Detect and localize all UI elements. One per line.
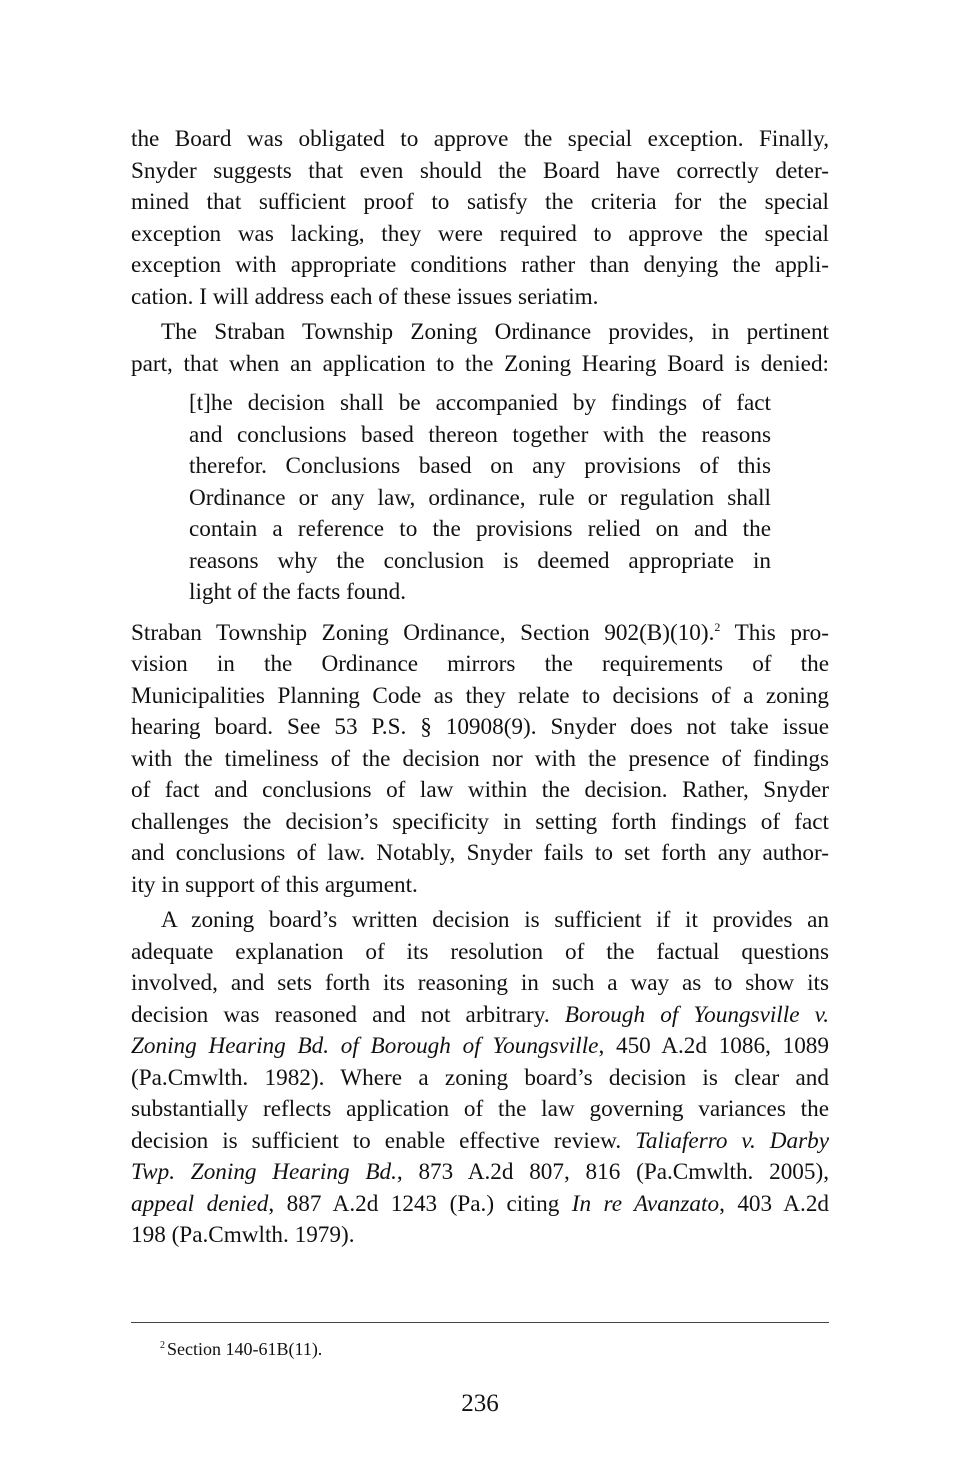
- text-line: [131, 1157, 829, 1189]
- text-line: vision in the Ordinance mirrors the requirements of the: [131, 651, 829, 677]
- case-name: Taliaferro v. Darby: [635, 1127, 829, 1154]
- text-line: part, that when an application to the Zoning Hearing Board is denied:: [131, 350, 829, 377]
- quote-line: and conclusions based thereon together with the reasons: [189, 421, 771, 448]
- text-line: challenges the decision’s specificity in setting forth findings of fact: [131, 808, 829, 835]
- text-line: [131, 1031, 829, 1063]
- text-line: the Board was obligated to approve the special exception. Finally,: [131, 126, 829, 152]
- block-quote: [189, 388, 771, 609]
- text-line: The Straban Township Zoning Ordinance provides, in pertinent: [161, 319, 829, 345]
- quote-line: light of the facts found.: [189, 579, 407, 605]
- quote-line: Ordinance or any law, ordinance, rule or regulation shall: [189, 484, 771, 511]
- text-line: [131, 1000, 829, 1032]
- text-fragment: , 403 A.2d: [719, 1190, 830, 1217]
- text-line: and conclusions of law. Notably, Snyder fails to set forth any author-: [131, 840, 829, 866]
- text-line: hearing board. See 53 P.S. § 10908(9). Snyder does not take issue: [131, 714, 829, 740]
- text-line: exception with appropriate conditions rather than denying the appli-: [131, 252, 829, 278]
- text-line: Municipalities Planning Code as they relate to decisions of a zoning: [131, 682, 829, 709]
- text-fragment: This pro-: [720, 619, 829, 646]
- paragraph-4: [131, 905, 829, 1252]
- text-line: [131, 1189, 829, 1221]
- text-line: ity in support of this argument.: [131, 871, 418, 898]
- text-line: mined that sufficient proof to satisfy the criteria for the special: [131, 189, 829, 215]
- footnote-reference[interactable]: 2: [714, 619, 721, 634]
- text-line: exception was lacking, they were required to approve the special: [131, 220, 829, 247]
- text-fragment: , 873 A.2d 807, 816 (Pa.Cmwlth. 2005),: [396, 1159, 829, 1185]
- text-line: adequate explanation of its resolution of the factual questions: [131, 938, 829, 965]
- paragraph-1: [131, 124, 829, 313]
- case-name: Zoning Hearing Bd. of Borough of Youngsville: [131, 1033, 599, 1059]
- footnote: [160, 1334, 322, 1361]
- text-line: with the timeliness of the decision nor with the presence of findings: [131, 745, 829, 772]
- text-fragment: decision is sufficient to enable effective review.: [131, 1127, 636, 1154]
- case-name: Twp. Zoning Hearing Bd.: [131, 1159, 397, 1185]
- text-fragment: , 450 A.2d 1086, 1089: [598, 1033, 829, 1059]
- citation-text: Straban Township Zoning Ordinance, Section 902(B)(10).: [131, 619, 715, 646]
- page-number: 236: [461, 1390, 499, 1417]
- text-line: (Pa.Cmwlth. 1982). Where a zoning board’s decision is clear and: [131, 1064, 829, 1091]
- quote-line: therefor. Conclusions based on any provisions of this: [189, 453, 771, 479]
- footnote-divider: [131, 1322, 829, 1323]
- text-fragment: decision was reasoned and not arbitrary.: [131, 1001, 565, 1028]
- text-line: A zoning board’s written decision is sufficient if it provides an: [161, 907, 829, 933]
- paragraph-3: [131, 612, 829, 902]
- footnote-text: Section 140-61B(11).: [167, 1339, 323, 1359]
- text-fragment: , 887 A.2d 1243 (Pa.) citing: [268, 1190, 572, 1217]
- text-line: Snyder suggests that even should the Board have correctly deter-: [131, 157, 829, 184]
- case-name: Borough of Youngsville v.: [564, 1001, 829, 1028]
- text-line: [131, 612, 829, 650]
- page-body: [131, 124, 829, 1252]
- case-history: appeal denied: [131, 1190, 269, 1217]
- text-line: substantially reflects application of the law governing variances the: [131, 1096, 829, 1122]
- text-line: [131, 1126, 829, 1158]
- paragraph-2: [131, 317, 829, 380]
- text-line: cation. I will address each of these issues seriatim.: [131, 283, 599, 310]
- text-line: 198 (Pa.Cmwlth. 1979).: [131, 1222, 355, 1248]
- quote-line: reasons why the conclusion is deemed appropriate in: [189, 547, 771, 574]
- case-name: In re Avanzato: [571, 1190, 720, 1217]
- quote-line: [t]he decision shall be accompanied by findings of fact: [189, 390, 771, 416]
- quote-line: contain a reference to the provisions relied on and the: [189, 516, 771, 542]
- footnote-marker: 2: [160, 1340, 165, 1351]
- text-line: involved, and sets forth its reasoning in such a way as to show its: [131, 970, 829, 996]
- text-line: of fact and conclusions of law within the decision. Rather, Snyder: [131, 777, 829, 803]
